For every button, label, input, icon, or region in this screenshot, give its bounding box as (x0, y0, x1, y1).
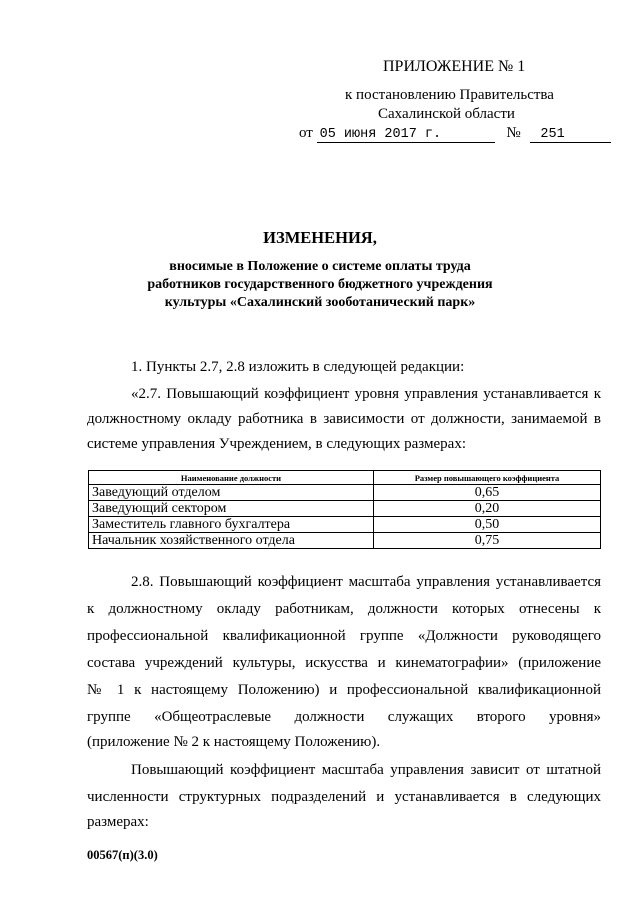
paragraph-1: 1. Пункты 2.7, 2.8 изложить в следующей редакции: (131, 359, 465, 375)
paragraph-2-8-line-2: к должностному окладу работникам, должности которых отнесены к (87, 601, 601, 617)
paragraph-2-7-line-1: «2.7. Повышающий коэффициент уровня управления устанавливается к (131, 386, 601, 402)
paragraph-2-8-line-7: (приложение № 2 к настоящему Положению). (87, 734, 381, 750)
decree-number: 251 (530, 127, 611, 143)
position-name: Начальник хозяйственного отдела (89, 533, 374, 549)
title-subline-1: вносимые в Положение о системе оплаты труда (169, 259, 471, 274)
paragraph-2-7-line-2: должностному окладу работника в зависимости от должности, занимаемой в (87, 411, 601, 427)
header-position: Наименование должности (89, 471, 374, 485)
coefficient-table (88, 470, 601, 549)
table-row (89, 533, 601, 549)
position-name: Заведующий отделом (89, 485, 374, 501)
paragraph-2-8-line-5: № 1 к настоящему Положению) и профессиональной квалификационной (87, 682, 601, 698)
header-coefficient: Размер повышающего коэффициента (374, 471, 601, 485)
position-name: Заместитель главного бухгалтера (89, 517, 374, 533)
coefficient-value: 0,50 (374, 517, 601, 533)
table-row (89, 501, 601, 517)
coefficient-value: 0,20 (374, 501, 601, 517)
paragraph-scale-line-3: размерах: (87, 814, 149, 830)
paragraph-scale-line-1: Повышающий коэффициент масштаба управления зависит от штатной (131, 762, 601, 778)
coefficient-value: 0,65 (374, 485, 601, 501)
table-header-row (89, 471, 601, 485)
coefficient-value: 0,75 (374, 533, 601, 549)
paragraph-scale-line-2: численности структурных подразделений и устанавливается в следующих (87, 789, 601, 805)
position-name: Заведующий сектором (89, 501, 374, 517)
title-subline-3: культуры «Сахалинский зооботанический парк» (164, 295, 476, 310)
decree-date: 05 июня 2017 г. (317, 127, 495, 143)
decree-date-number-line (299, 125, 611, 143)
appendix-title: ПРИЛОЖЕНИЕ № 1 (383, 58, 526, 75)
decree-region: Сахалинской области (378, 106, 515, 122)
document-code: 00567(п)(3.0) (87, 848, 158, 862)
paragraph-2-8-line-1: 2.8. Повышающий коэффициент масштаба управления устанавливается (131, 574, 601, 590)
date-prefix: от (299, 125, 313, 141)
title-subline-2: работников государственного бюджетного учреждения (147, 277, 493, 292)
paragraph-2-8-line-4: состава учреждений культуры, искусства и кинематографии» (приложение (87, 655, 601, 671)
document-title: ИЗМЕНЕНИЯ, (263, 228, 377, 247)
decree-reference: к постановлению Правительства (345, 87, 554, 103)
table-row (89, 485, 601, 501)
paragraph-2-8-line-6: группе «Общеотраслевые должности служащих второго уровня» (87, 709, 601, 725)
paragraph-2-7-line-3: системе управления Учреждением, в следующих размерах: (87, 436, 466, 452)
number-prefix: № (506, 125, 521, 141)
paragraph-2-8-line-3: профессиональной квалификационной группе «Должности руководящего (87, 628, 601, 644)
table-row (89, 517, 601, 533)
